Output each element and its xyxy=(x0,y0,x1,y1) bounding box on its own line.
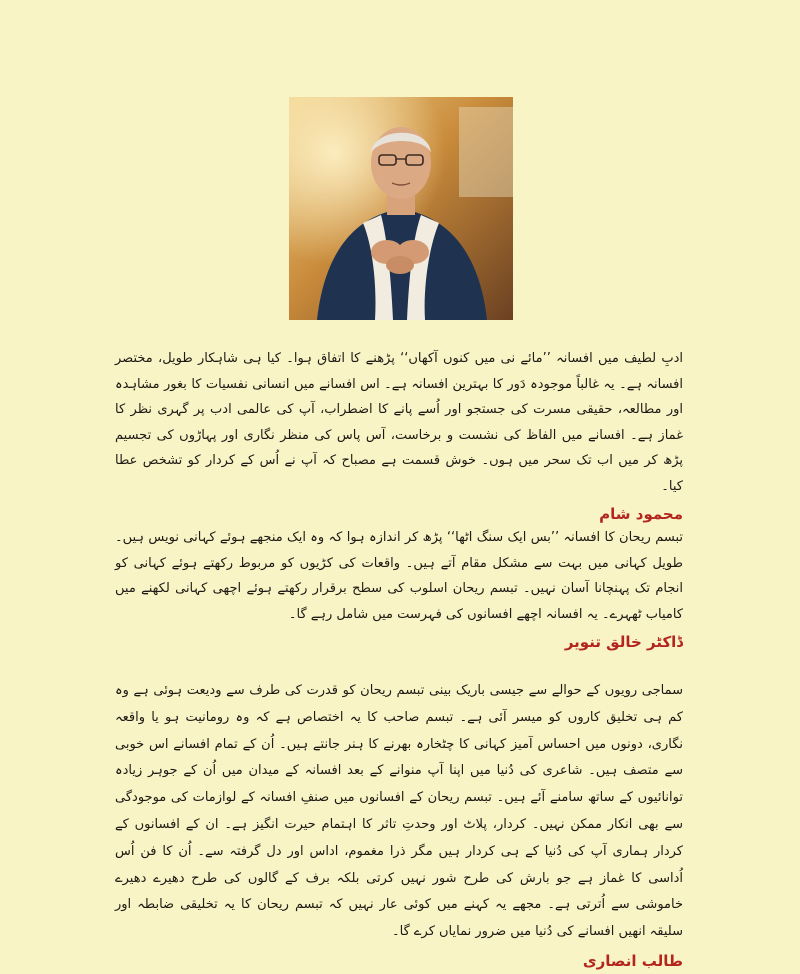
author-portrait xyxy=(289,97,513,320)
review-text: سماجی رویوں کے حوالے سے جیسی باریک بینی تبسم ریحان کو قدرت کی طرف سے ودیعت ہوئی ہے وہ کم ہی تخلیق کاروں کو میسر آئی ہے۔ تبسم صاحب کا یہ اختصاص ہے کہ وہ رومانیت ہو یا واقعہ نگاری، دونوں میں احساس آمیز کہانی کا چٹخارہ بھرنے کا ہنر جانتے ہیں۔ اُن کے تمام افسانے اس خوبی سے متصف ہیں۔ شاعری کی دُنیا میں اپنا آپ منوانے کے بعد افسانہ کے میدان میں اُن کے جوہر زیادہ توانائیوں کے ساتھ سامنے آئے ہیں۔ تبسم ریحان کے افسانوں میں صنفِ افسانہ کے لوازمات کی موجودگی سے بھی انکار ممکن نہیں۔ کردار، پلاٹ اور وحدتِ تاثر کا اہتمام حیرت انگیز ہے۔ ان کے افسانوں کے کردار ہماری آپ کی دُنیا کے ہی کردار ہیں مگر ذرا مغموم، اداس اور دل گرفتہ سے۔ اُن کا فن اُس اُداسی کا غماز ہے جو بارش کی طرح شور نہیں کرتی بلکہ برف کے گالوں کی طرح دھیرے دھیرے خاموشی سے اُترتی ہے۔ مجھے یہ کہنے میں کوئی عار نہیں کہ تبسم ریحان کا یہ تخلیقی ضابطہ اور سلیقہ انھیں افسانے کی دُنیا میں ضرور نمایاں کرے گا۔ xyxy=(115,683,683,940)
review-author: محمود شام xyxy=(599,505,683,523)
review-mahmood-sham xyxy=(115,346,683,523)
review-khaliq-tanveer xyxy=(115,525,683,651)
review-author: طالب انصاری xyxy=(582,951,683,970)
review-text: تبسم ریحان کا افسانہ ’’بس ایک سنگ اٹھا‘‘ پڑھ کر اندازہ ہوا کہ وہ ایک منجھے ہوئے کہانی نویس ہیں۔ طویل کہانی میں بہت سے مشکل مقام آتے ہیں۔ واقعات کی کڑیوں کو مربوط رکھتے ہوئے کہانی کو انجام تک پہنچانا آسان نہیں۔ تبسم ریحان اسلوب کی سطح برقرار رکھتے ہوئے اچھی کہانی لکھنے میں کامیاب ٹھہرے۔ یہ افسانہ اچھے افسانوں کی فہرست میں شامل رہے گا۔ xyxy=(115,530,683,622)
review-talib-ansari xyxy=(115,678,683,970)
review-author: ڈاکٹر خالق تنویر xyxy=(564,633,683,651)
review-text: ادبِ لطیف میں افسانہ ’’مائے نی میں کنوں آکھاں‘‘ پڑھنے کا اتفاق ہوا۔ کیا ہی شاہکار طویل، مختصر افسانہ ہے۔ یہ غالباً موجودہ دَور کا بہترین افسانہ ہے۔ اس افسانے میں انسانی نفسیات کا بغور مشاہدہ اور مطالعہ، حقیقی مسرت کی جستجو اور اُسے پانے کا اضطراب، آپ کی عالمی ادب پر گہری نظر کا غماز ہے۔ افسانے میں الفاظ کی نشست و برخاست، آس پاس کی منظر نگاری اور پہاڑوں کی تجسیم پڑھ کر میں اب تک سحر میں ہوں۔ خوش قسمت ہے مصباح کہ آپ نے اُس کے کردار کو تشخص عطا کیا۔ xyxy=(115,351,683,494)
